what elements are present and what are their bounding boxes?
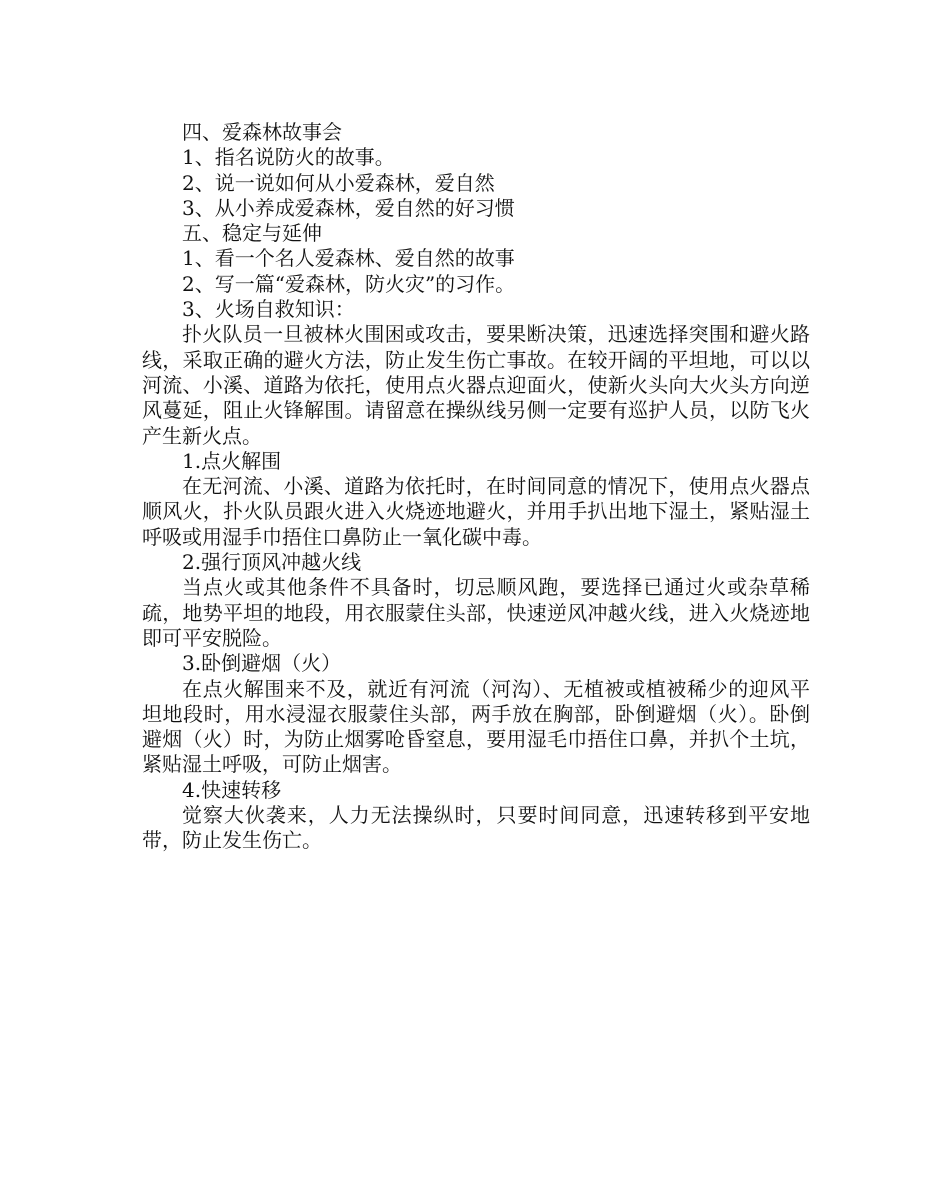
list-item: 1、指名说防火的故事。 (182, 145, 395, 170)
paragraph-1: 在无河流、小溪、道路为依托时，在时间同意的情况下，使用点火器点顺风火，扑火队员跟火进入火烧迹地避火，并用手扒出地下湿土，紧贴湿土呼吸或用湿手巾捂住口鼻防止一氧化碳中毒。 (142, 474, 810, 549)
section-heading-5: 五、稳定与延伸 (182, 221, 322, 246)
list-item: 3、从小养成爱森林，爱自然的好习惯 (182, 195, 515, 220)
list-item: 2、说一说如何从小爱森林，爱自然 (182, 170, 495, 195)
list-item: 3、火场自救知识： (182, 297, 355, 322)
subheading-1: 1.点火解围 (182, 448, 282, 473)
subheading-2: 2.强行顶风冲越火线 (182, 550, 362, 575)
subheading-4: 4.快速转移 (182, 777, 282, 802)
paragraph-3: 在点火解围来不及，就近有河流（河沟）、无植被或植被稀少的迎风平坦地段时，用水浸湿衣服蒙住头部，两手放在胸部，卧倒避烟（火）。卧倒避烟（火）时，为防止烟雾呛昏窒息，要用湿毛巾捂住口鼻，并扒个土坑，紧贴湿土呼吸，可防止烟害。 (142, 676, 810, 777)
paragraph-4: 觉察大伙袭来，人力无法操纵时，只要时间同意，迅速转移到平安地带，防止发生伤亡。 (142, 803, 810, 853)
paragraph-2: 当点火或其他条件不具备时，切忌顺风跑，要选择已通过火或杂草稀疏，地势平坦的地段，用衣服蒙住头部，快速逆风冲越火线，进入火烧迹地即可平安脱险。 (142, 575, 810, 650)
list-item: 2、写一篇“爱森林，防火灾”的习作。 (182, 271, 516, 296)
subheading-3: 3.卧倒避烟（火） (182, 651, 342, 676)
list-item: 1、看一个名人爱森林、爱自然的故事 (182, 246, 515, 271)
section-heading-4: 四、爱森林故事会 (182, 120, 342, 144)
document-body (142, 120, 810, 854)
intro-paragraph: 扑火队员一旦被林火围困或攻击，要果断决策，迅速选择突围和避火路 线，采取正确的避火方法，防止发生伤亡事故。在较开阔的平坦地，可以以河流、小溪、道路为依托，使用点火器点迎面火，使新火头向大火头方向逆风蔓延，阻止火锋解围。请留意在操纵线另侧一定要有巡护人员，以防飞火产生新火点。 (142, 322, 810, 448)
